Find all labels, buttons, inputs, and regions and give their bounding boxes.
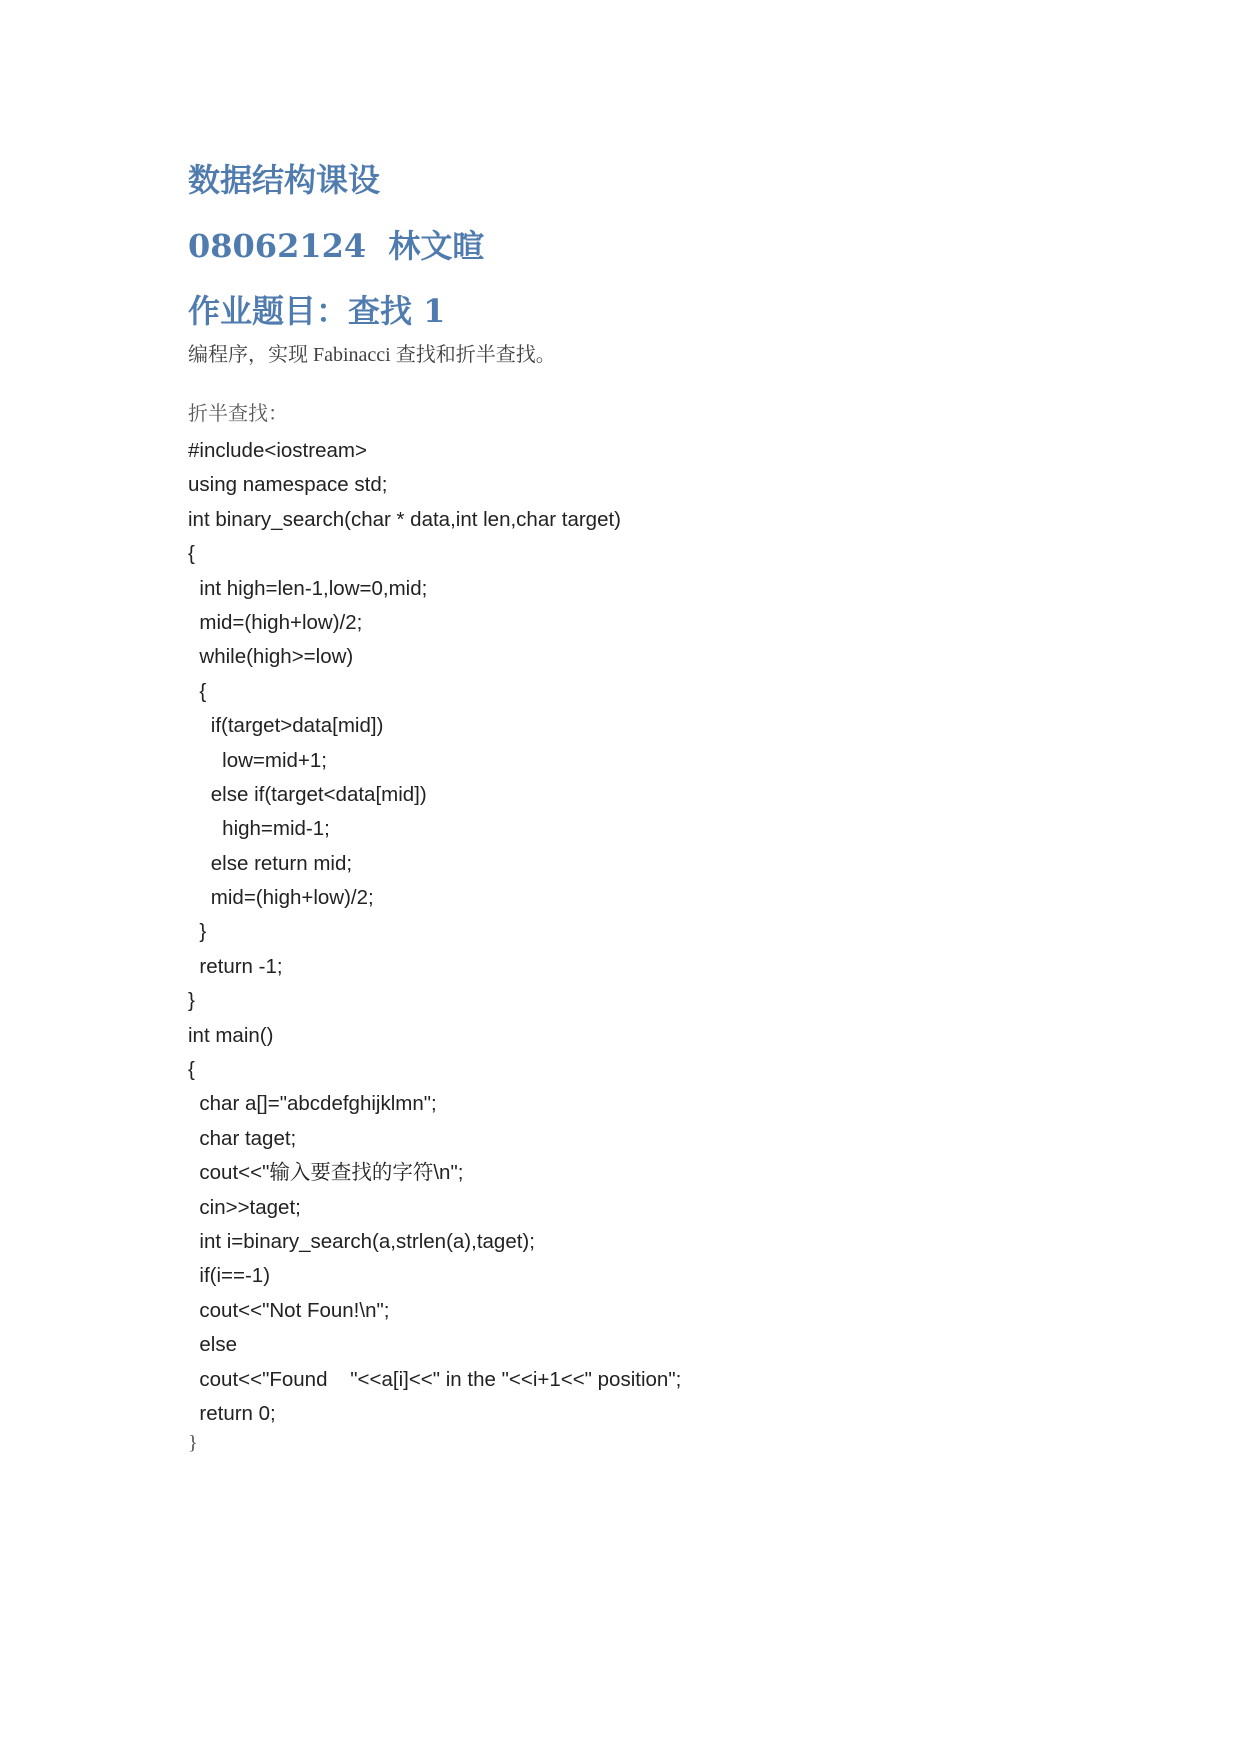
code-line: return -1; bbox=[188, 954, 283, 978]
code-line: cout<<"Found "<<a[i]<<" in the "<<i+1<<" position"; bbox=[188, 1367, 682, 1391]
task-description: 编程序，实现 Fabinacci 查找和折半查找。 bbox=[188, 344, 556, 366]
code-line: char a[]="abcdefghijklmn"; bbox=[188, 1092, 437, 1116]
code-line: } bbox=[188, 989, 195, 1013]
code-line: else bbox=[188, 1333, 237, 1357]
code-line: int high=len-1,low=0,mid; bbox=[188, 576, 428, 600]
code-line: cin>>taget; bbox=[188, 1195, 301, 1219]
code-line: #include<iostream> bbox=[188, 439, 367, 462]
code-line: { bbox=[188, 542, 195, 566]
code-line: using namespace std; bbox=[188, 473, 388, 497]
code-line: high=mid-1; bbox=[188, 817, 330, 841]
code-line: cout<<"Not Foun!\n"; bbox=[188, 1298, 390, 1322]
document-title: 数据结构课设 bbox=[188, 161, 381, 199]
code-line: char taget; bbox=[188, 1126, 297, 1150]
code-block bbox=[188, 434, 1088, 1459]
task-heading: 作业题目：查找 1 bbox=[188, 292, 446, 330]
code-line: { bbox=[188, 1058, 195, 1082]
code-line: if(i==-1) bbox=[188, 1264, 271, 1288]
code-line: cout<<"输入要查找的字符\n"; bbox=[188, 1161, 464, 1185]
code-line: mid=(high+low)/2; bbox=[188, 886, 374, 910]
code-line: else return mid; bbox=[188, 851, 353, 875]
section-label: 折半查找： bbox=[188, 403, 288, 425]
code-line: } bbox=[188, 920, 207, 944]
document-body bbox=[188, 160, 1088, 1459]
code-line: if(target>data[mid]) bbox=[188, 714, 384, 738]
code-line: mid=(high+low)/2; bbox=[188, 610, 363, 634]
code-line: int binary_search(char * data,int len,char target) bbox=[188, 507, 622, 531]
code-line: else if(target<data[mid]) bbox=[188, 782, 427, 806]
code-line: return 0; bbox=[188, 1401, 276, 1425]
code-line: low=mid+1; bbox=[188, 748, 328, 772]
code-line: } bbox=[188, 1432, 198, 1455]
code-line: { bbox=[188, 679, 207, 703]
author-line: 08062124 林文暄 bbox=[188, 227, 485, 265]
code-line: int i=binary_search(a,strlen(a),taget); bbox=[188, 1229, 535, 1253]
code-line: while(high>=low) bbox=[188, 645, 354, 669]
code-line: int main() bbox=[188, 1023, 274, 1047]
